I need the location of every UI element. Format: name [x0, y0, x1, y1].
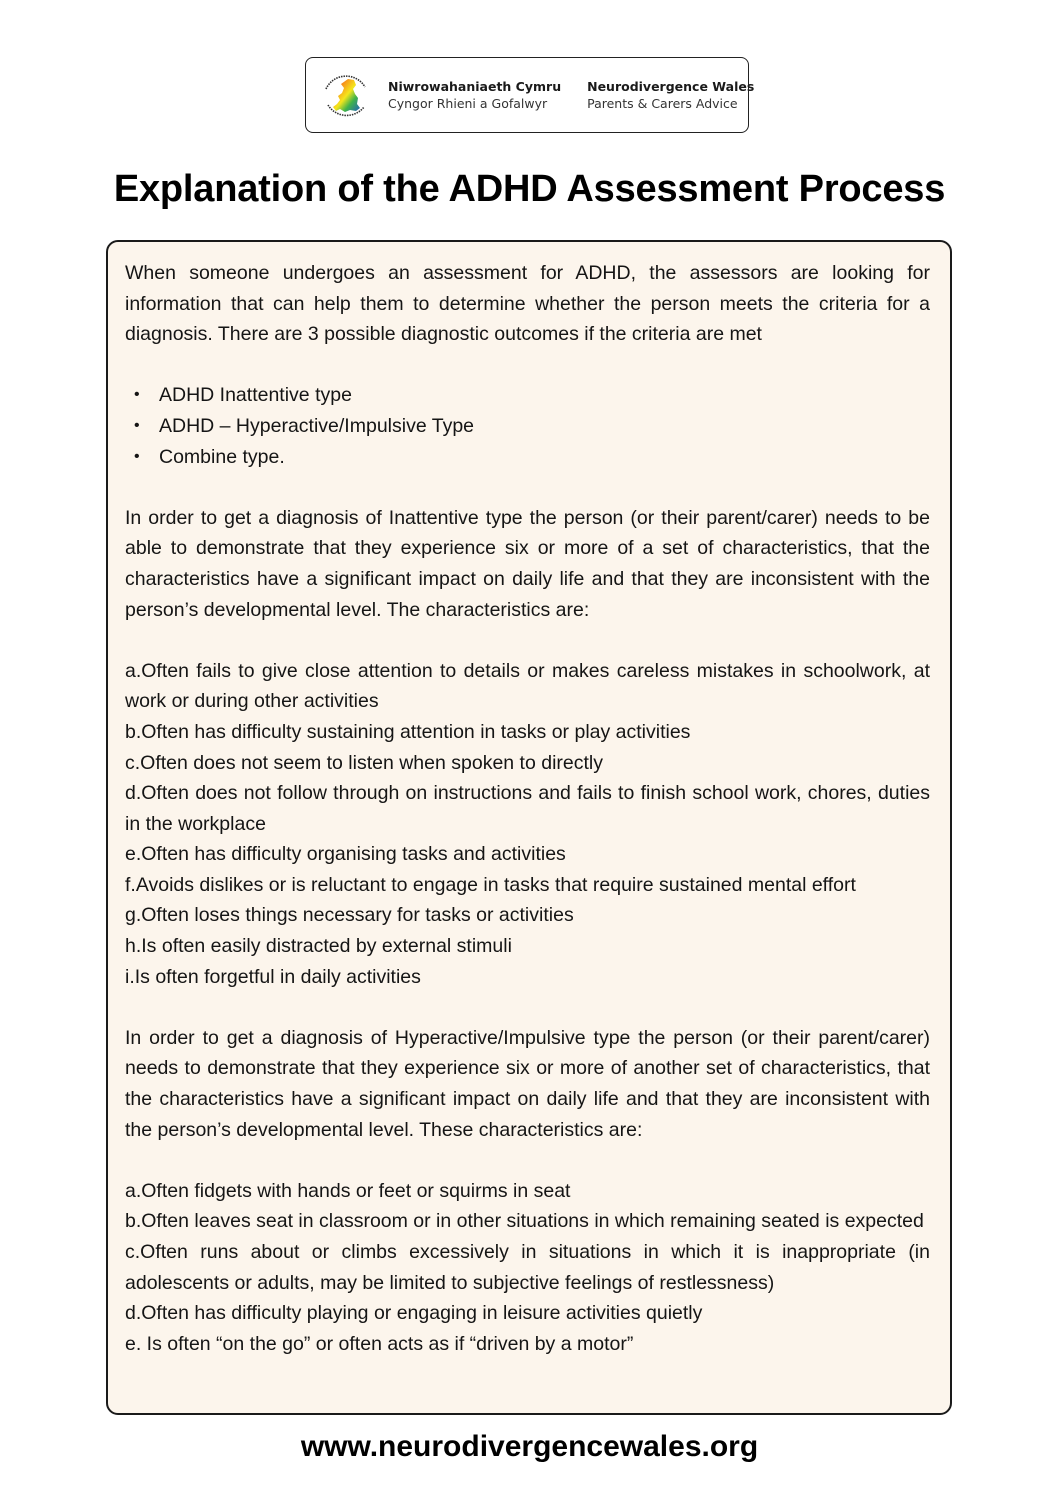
english-org-subtitle: Parents & Carers Advice: [587, 95, 738, 111]
criterion-item: h.Is often easily distracted by external stimuli: [125, 935, 512, 958]
criterion-item: f.Avoids dislikes or is reluctant to engage in tasks that require sustained mental effort: [125, 873, 856, 896]
bullet-icon: •: [134, 447, 140, 465]
list-item: • ADHD – Hyperactive/Impulsive Type: [159, 411, 930, 442]
spacer: [125, 1145, 930, 1176]
english-name-block: [587, 78, 754, 113]
criterion-item: c.Often runs about or climbs excessively in situations in which it is inappropriate (in adolescents or adults, may be limited to subjective feelings of restlessness): [125, 1241, 930, 1294]
criterion-item: d.Often has difficulty playing or engaging in leisure activities quietly: [125, 1302, 703, 1325]
criterion-item: a.Often fidgets with hands or feet or squirms in seat: [125, 1179, 571, 1202]
website-url-link[interactable]: www.neurodivergencewales.org: [300, 1430, 759, 1463]
page-title: Explanation of the ADHD Assessment Process: [113, 168, 946, 210]
organisation-logo-banner: [305, 57, 755, 133]
welsh-org-title: Niwrowahaniaeth Cymru: [388, 78, 562, 94]
criterion-item: i.Is often forgetful in daily activities: [125, 965, 421, 988]
spacer: [125, 625, 930, 656]
hyperactive-paragraph: In order to get a diagnosis of Hyperactive/Impulsive type the person (or their parent/carer) needs to demonstrate that they experience six or more of another set of characteristics, that the characteristics have a significant impact on daily life and that they are inconsistent with the person’s developmental level. These characteristics are:: [125, 1026, 930, 1141]
welsh-org-subtitle: Cyngor Rhieni a Gofalwyr: [388, 95, 548, 111]
welsh-name-block: [388, 78, 561, 113]
english-org-title: Neurodivergence Wales: [587, 78, 755, 94]
wales-map-rainbow-logo-icon: [318, 67, 374, 123]
criterion-item: c.Often does not seem to listen when spoken to directly: [125, 751, 604, 774]
criterion-item: g.Often loses things necessary for tasks or activities: [125, 904, 574, 927]
bullet-icon: •: [134, 386, 140, 404]
intro-paragraph: When someone undergoes an assessment for ADHD, the assessors are looking for information that can help them to determine whether the person meets the criteria for a diagnosis. There are 3 possible diagnostic outcomes if the criteria are met: [125, 262, 930, 346]
criterion-item: b.Often leaves seat in classroom or in other situations in which remaining seated is expected: [125, 1210, 924, 1233]
criterion-item: a.Often fails to give close attention to details or makes careless mistakes in schoolwork, at work or during other activities: [125, 659, 930, 713]
hyperactive-criteria-list: [125, 1176, 930, 1360]
list-item: • Combine type.: [159, 442, 930, 473]
spacer: [125, 472, 930, 503]
content-box: [106, 240, 952, 1415]
inattentive-criteria-list: [125, 656, 930, 993]
diagnostic-outcomes-list: [125, 380, 930, 472]
list-item: • ADHD Inattentive type: [159, 380, 930, 411]
criterion-item: e. Is often “on the go” or often acts as if “driven by a motor”: [125, 1332, 634, 1355]
spacer: [125, 992, 930, 1023]
bullet-icon: •: [134, 416, 140, 434]
criterion-item: b.Often has difficulty sustaining attention in tasks or play activities: [125, 720, 691, 743]
criterion-item: d.Often does not follow through on instructions and fails to finish school work, chores, duties in the workplace: [125, 782, 930, 835]
inattentive-paragraph: In order to get a diagnosis of Inattentive type the person (or their parent/carer) needs to be able to demonstrate that they experience six or more of a set of characteristics, that the characteristics have a significant impact on daily life and that they are inconsistent with the person’s developmental level. The characteristics are:: [125, 506, 930, 621]
spacer: [125, 350, 930, 381]
criterion-item: e.Often has difficulty organising tasks and activities: [125, 843, 566, 866]
